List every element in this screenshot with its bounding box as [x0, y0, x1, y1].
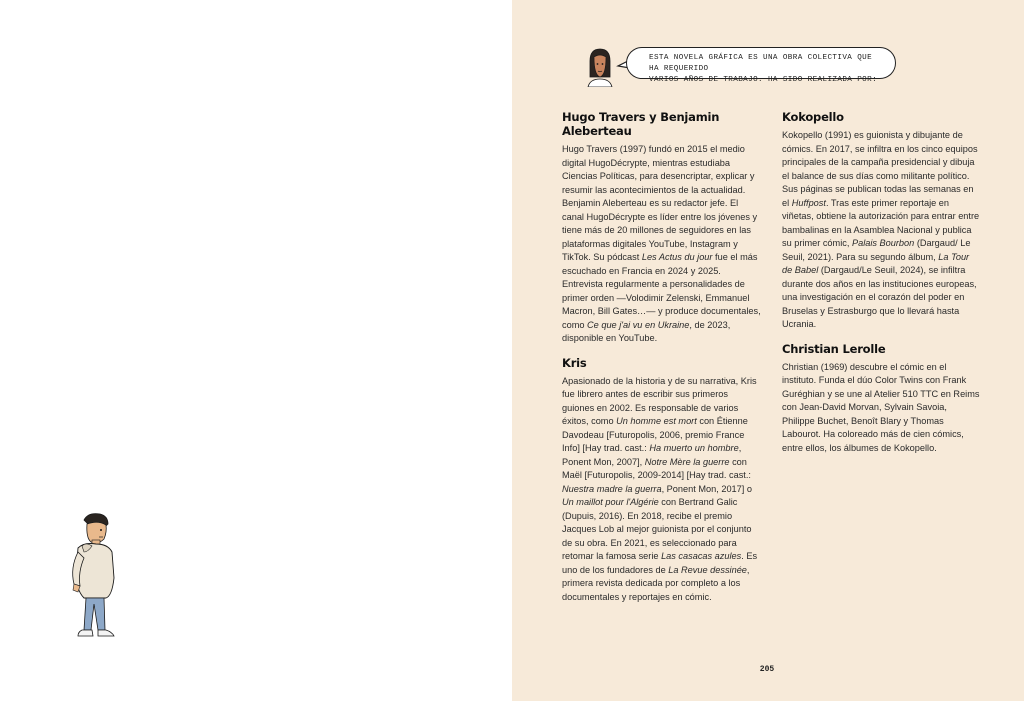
section-heading-kokopello: Kokopello [782, 110, 844, 124]
boy-character-illustration [58, 512, 124, 642]
left-text-column [562, 110, 762, 614]
right-text-column [782, 110, 980, 465]
speech-bubble-line-1: ESTA NOVELA GRÁFICA ES UNA OBRA COLECTIVA QUE HA REQUERIDO [649, 54, 873, 73]
section-heading-lerolle: Christian Lerolle [782, 341, 886, 356]
section-heading-kris: Kris [562, 355, 587, 370]
section-body-travers: Hugo Travers (1997) fundó en 2015 el medio digital HugoDécrypte, mientras estudiaba Ciencias Políticas, para desencriptar, explicar y resumir las acontecimientos de la actualidad. Benjamin Aleberteau es su redactor jefe. El canal HugoDécrypte es líder entre los jóvenes y tiene más de 20 millones de seguidores en las plataformas digitales YouTube, Instagram y TikTok. Su pódcast Les Actus du jour fue el más escuchado en Francia en 2024 y 2025. Entrevista regularmente a personalidades de primer orden —Volodimir Zelenski, Emmanuel Macron, Bill Gates…— y produce documentales, como Ce que j'ai vu en Ukraine, de 2023, disponible en YouTube. [562, 144, 761, 343]
section-body-lerolle: Christian (1969) descubre el cómic en el instituto. Funda el dúo Color Twins con Frank Guréghian y se une al Atelier 510 TTC en Reims con Jean-David Morvan, Sylvain Savoia, Philippe Buchet, Benoît Blary y Thomas Labourot. Ha coloreado más de cien cómics, entre ellos, los álbumes de Kokopello. [782, 361, 980, 453]
section-body-kokopello: Kokopello (1991) es guionista y dibujante de cómics. En 2017, se infiltra en los cinco equipos principales de la campaña presidencial y dibuja el balance de sus días como militante político. Sus páginas se publican todas las semanas en el Huffpost. Tras este primer reportaje en viñetas, obtiene la autorización para entrar entre bambalinas en la Asamblea Nacional y publica su primer cómic, Palais Bourbon (Dargaud/ Le Seuil, 2021). Para su segundo álbum, La Tour de Babel (Dargaud/Le Seuil, 2024), se infiltra durante dos años en las instituciones europeas, una investigación en el corazón del poder en Bruselas y Estrasburgo que lo llevará hasta Ucrania. [782, 130, 980, 329]
page-number: 205 [759, 665, 775, 674]
woman-portrait-illustration [584, 47, 616, 87]
speech-bubble [626, 47, 896, 84]
speech-bubble-line-2: VARIOS AÑOS DE TRABAJO. HA SIDO REALIZADA POR: [649, 76, 878, 84]
section-heading-travers: Hugo Travers y Benjamin Aleberteau [562, 110, 720, 138]
section-body-kris: Apasionado de la historia y de su narrativa, Kris fue librero antes de escribir sus primeros guiones en 2002. Es responsable de varios éxitos, como Un homme est mort con Étienne Davodeau [Futuropolis, 2006, premio France Info] [Hay trad. cast.: Ha muerto un hombre, Ponent Mon, 2007], Notre Mère la guerre con Maël [Futuropolis, 2009-2014] [Hay trad. cast.: Nuestra madre la guerra, Ponent Mon, 2017] o Un maillot pour l'Algérie con Bertrand Galic (Dupuis, 2016). En 2018, recibe el premio Jacques Lob al mejor guionista por el conjunto de su obra. En 2021, es seleccionado para retomar la famosa serie Las casacas azules. Es uno de los fundadores de La Revue dessinée, primera revista dedicada por completo a los documentales y reportajes en cómic. [562, 375, 758, 602]
